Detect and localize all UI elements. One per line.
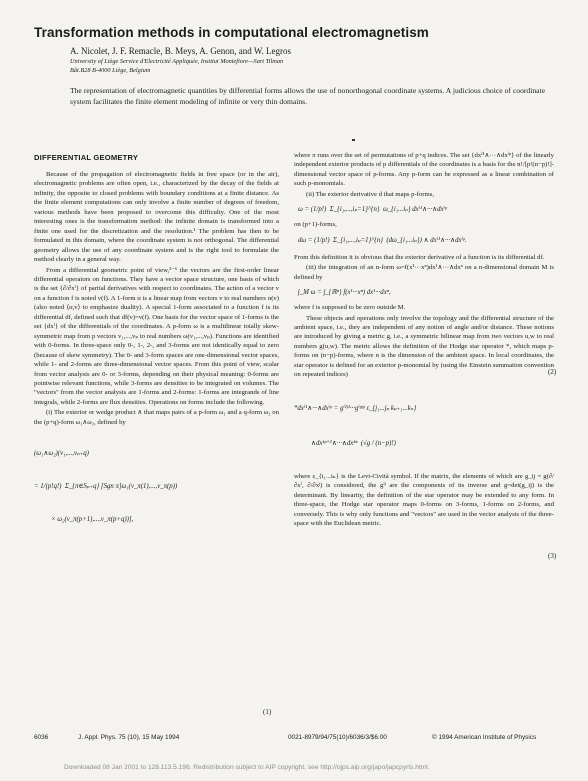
equation-2: ∫_M ω = ∫_{ℝⁿ} f(x¹···xⁿ) dx¹···dxⁿ, <box>298 289 391 297</box>
equation-2-number: (2) <box>548 368 557 376</box>
right-paragraph-7: These objects and operations only involve the topology and the differential structure of the ambient space, i.e., they are independent of any notion of angle and/or distance. These notions are introduced by giving a metric g, i.e., a symmetric bilinear map from two vectors u,w to real numbers g(u,w). The metric allows the definition of the Hodge star operator *, which maps p-forms on (n−p)-forms, where n is the dimension of the ambient space. In local coordinates, the star operator is defined for an exterior p-monomial by (using the Einstein summation convention on repeated indices) <box>294 314 554 379</box>
journal-citation: J. Appl. Phys. 75 (10), 15 May 1994 <box>78 734 180 741</box>
right-paragraph-3: on (p+1)-forms, <box>294 221 337 229</box>
separator-mark <box>352 139 355 141</box>
author-list: A. Nicolet, J. F. Remacle, B. Meys, A. Genon, and W. Legros <box>70 46 292 56</box>
affiliation <box>70 57 283 75</box>
left-column <box>34 170 279 542</box>
affiliation-line-1: University of Liège Service d'Electricité Appliquée, Institut Montefiore—Sart Tilman <box>70 58 284 65</box>
right-paragraph-2: (ii) The exterior derivative d that maps p-forms, <box>306 190 435 198</box>
equation-1-line-3: × ω₂(v_π(p+1),...,v_π(p+q))], <box>34 516 134 524</box>
download-notice: Downloaded 08 Jan 2001 to 128.113.5.196. Redistribution subject to AIP copyright, see http://ojps.aip.org/japo/japcpyrts.html. <box>64 764 430 771</box>
equation-1-line-1: (ω₁∧ω₂)(v₁,...,vₚ₊q) <box>34 450 89 458</box>
copyright-notice: © 1994 American Institute of Physics <box>432 734 537 741</box>
right-paragraph-5: (iii) the integration of an n-form ω=f(x¹···xⁿ)dx¹∧···∧dxⁿ on a n-dimensional domain M is defined by <box>294 264 554 281</box>
affiliation-line-2: Bât.B28 B-4000 Liège, Belgium <box>70 67 151 74</box>
section-heading: DIFFERENTIAL GEOMETRY <box>34 153 139 162</box>
article-code: 0021-8979/94/75(10)/6036/3/$6.00 <box>288 734 387 741</box>
equation-1-number: (1) <box>263 708 272 716</box>
page-number: 6036 <box>34 734 49 741</box>
equation-1 <box>34 431 279 542</box>
left-paragraph-1: Because of the propagation of electromagnetic fields in free space (or in the air), electromagnetic problems are often open, i.e., characterized by the decay of the fields at infinity, the opposite to closed problems with boundary conditions at a finite distance. As the finite element computations can only involve a finite number of degrees of freedom, various methods have been proposed to overcome this difficulty. One of the most interesting ones is the transformation method: the infinite domain is transformed into a finite one used for the discretization and the resolution.¹ The problem has then to be formulated in this domain, where the coordinate system is not orthogonal. The differential geometry allows the use of any coordinate system and is the right tool to formulate the method clearly in a general way. <box>34 171 279 264</box>
right-column <box>294 151 557 529</box>
equation-b: dω = (1/p!) Σ_{i₁,...,iₚ=1}^{n} (dω_{i₁...iₚ}) ∧ dxⁱ¹∧···∧dxⁱᵖ. <box>298 236 467 244</box>
equation-3-line-2: ∧dxᵏᵖ⁺¹∧···∧dxᵏⁿ (√g / (n−p)!) <box>294 439 396 447</box>
left-paragraph-3: (i) The exterior or wedge product ∧ that maps pairs of a p-form ω₁ and a q-form ω₂ on the (p+q)-form ω₁∧ω₂, defined by <box>34 409 279 426</box>
left-paragraph-2: From a differential geometric point of view,²⁻⁶ the vectors are the first-order linear differential operators on functions. They have a vector space structure, one basis of which is the set {∂/∂xⁱ} of partial derivatives with respect to coordinates. The action of a vector v on a function f is noted v(f). A 1-form α is a linear map from vectors v to real numbers α(v) (also noted ⟨α,v⟩ to emphasize duality). A special 1-form associated to a function f is its differential df, defined such that df(v)=v(f). One basis for the vector space of 1-forms is the set {dxⁱ} of the differentials of the coordinates. A p-form ω is a multilinear totally skew-symmetric map from p vectors v₁,...,vₚ to real numbers ω(v₁,...,vₚ). Functions are identified with 0-forms. In three-space only 0-, 1-, 2-, and 3-forms are not identically equal to zero (because of skew symmetry). The 0- and 3-form spaces are one-dimensional vector spaces, while 1- and 2-forms are three-dimensional vector spaces. From this point of view, scalar from vector analysis are 0- or 3-forms, depending on their physical meaning: 0-forms are pointwise relevant functions, while 3-forms are densities to be integrated on volumes. The "vectors" from the vector analysis are 1-forms and 2-forms: 1-forms are integrands of line integrals, while 2-forms are flux densities. Operations on forms include the following. <box>34 266 279 406</box>
equation-1-line-2: = 1/(p!q!) Σ_{π∈Sₚ₊q} [Sgn π]ω₁(v_π(1),...,v_π(p)) <box>34 483 178 491</box>
right-paragraph-1: where π runs over the set of permutations of p+q indices. The set {dxⁱ¹∧···∧dxⁱᵖ} of the linearly independent exterior products of p differentials of the coordinates is a basis for the n!/[p!(n−p)!]-dimensional vector space of p-forms. Any p-form can be expressed as a linear combination of such p-monomials. <box>294 152 554 188</box>
abstract: The representation of electromagnetic quantities by differential forms allows the use of nonorthogonal coordinate systems. A judicious choice of coordinate system facilitates the finite element modeling of infinite or very thin domains. <box>70 86 545 106</box>
right-paragraph-8: where ε_{i₁...iₙ} is the Levi-Cività symbol. If the matrix, the elements of which are g_ij = g(∂/∂xⁱ, ∂/∂xʲ) is considered, the gⁱʲ are the components of its inverse and g=det(g_ij) is the determinant. By linearity, the definition of the star operator may be extended to any form. In three-space, the Hodge star operator maps 0-forms on 3-forms, 1-forms on 2-forms, and conversely. This is why only functions and "vectors" are used in the vector analysis of the three-space with the Euclidean metric. <box>294 472 554 527</box>
right-paragraph-6: where f is supposed to be zero outside M. <box>294 304 406 312</box>
paper-title: Transformation methods in computational electromagnetism <box>34 25 429 40</box>
equation-a: ω = (1/p!) Σ_{i₁,...,iₚ=1}^{n} ω_{i₁...iₚ} dxⁱ¹∧···∧dxⁱᵖ <box>298 206 447 214</box>
right-paragraph-4: From this definition it is obvious that the exterior derivative of a function is its differential df. <box>294 253 545 261</box>
equation-3 <box>294 386 554 466</box>
equation-3-line-1: *dxⁱ¹∧···∧dxⁱᵖ = gⁱ¹ʲ¹···gⁱᵖʲᵖ ε_{j₁...jₚ kₚ₊₁...kₙ} <box>294 404 417 412</box>
equation-3-number: (3) <box>548 552 557 560</box>
